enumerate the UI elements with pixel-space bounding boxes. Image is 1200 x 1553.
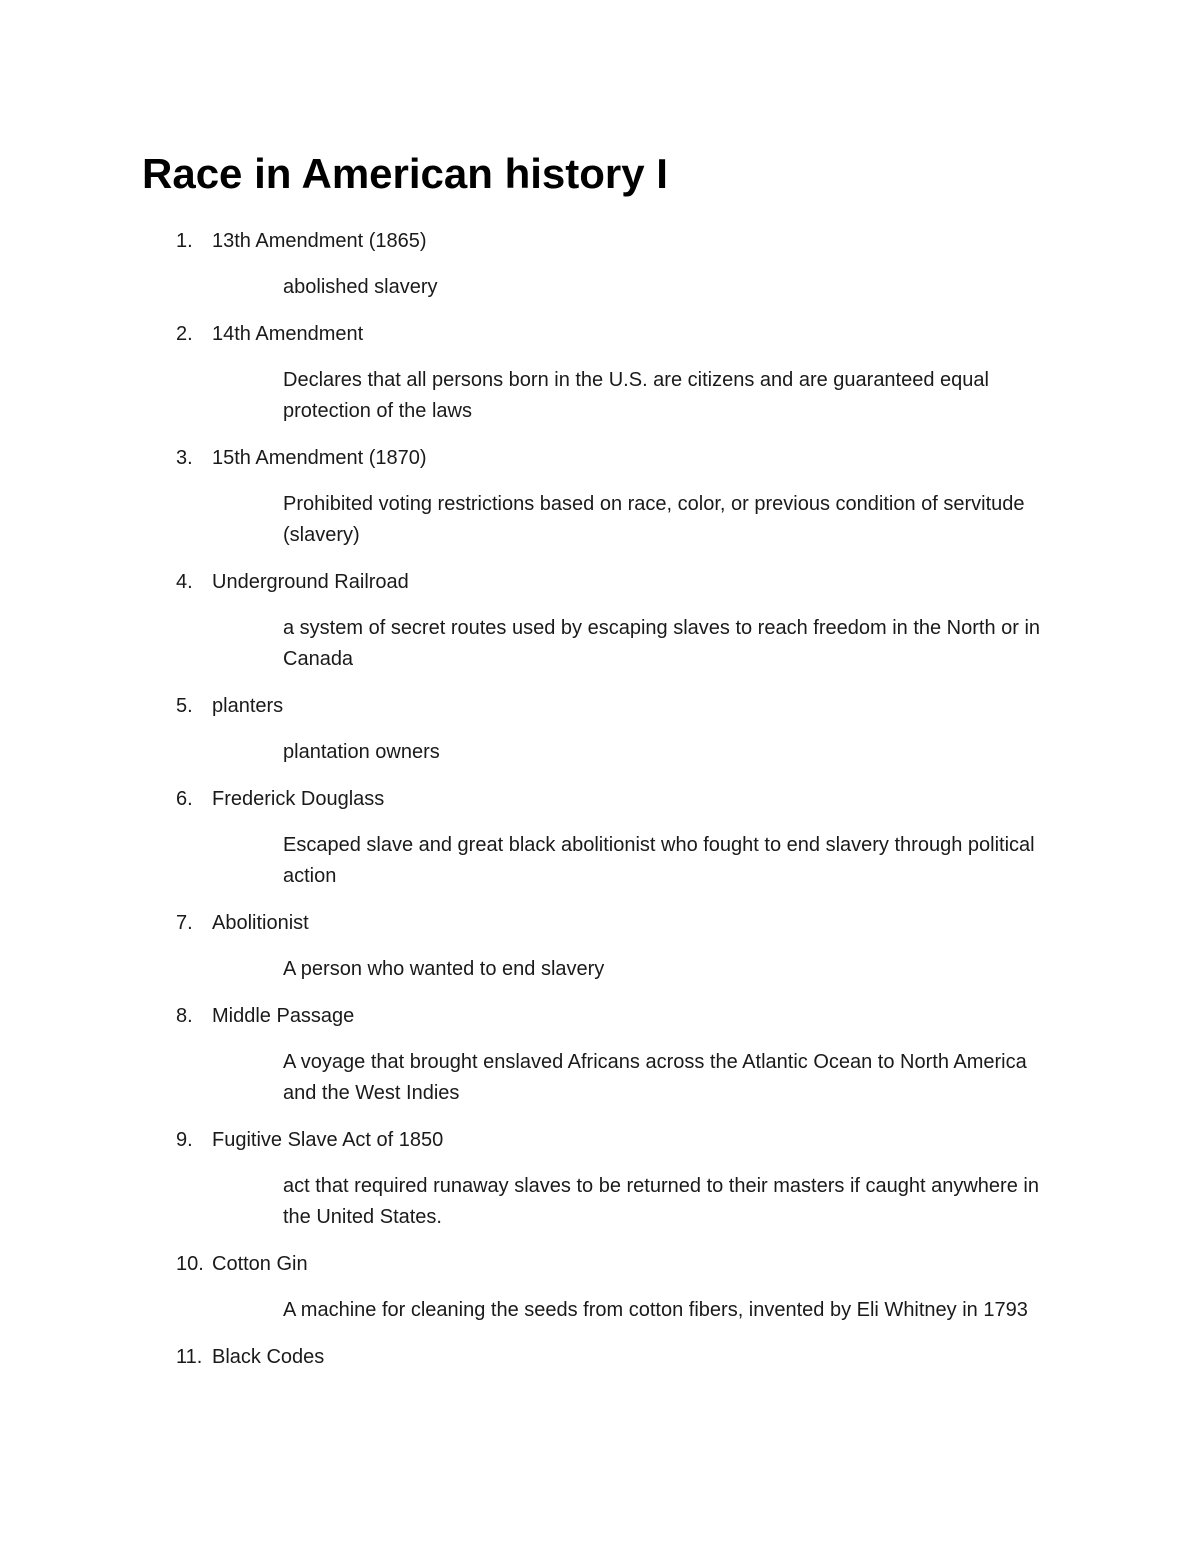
term-definition: A person who wanted to end slavery bbox=[283, 958, 605, 980]
term-definition: A machine for cleaning the seeds from cotton fibers, invented by Eli Whitney in 1793 bbox=[283, 1299, 1028, 1321]
term-item bbox=[0, 1342, 1200, 1372]
term-line bbox=[0, 1125, 1200, 1155]
term-name: Middle Passage bbox=[212, 1005, 355, 1027]
term-line bbox=[0, 908, 1200, 938]
term-item bbox=[0, 784, 1200, 892]
term-name: 15th Amendment (1870) bbox=[212, 447, 427, 469]
term-line bbox=[0, 1342, 1200, 1372]
term-definition: Escaped slave and great black abolitionist who fought to end slavery through political action bbox=[283, 834, 1035, 887]
term-list bbox=[0, 226, 1200, 1388]
term-number: 8. bbox=[176, 1005, 193, 1027]
term-item bbox=[0, 691, 1200, 768]
term-item bbox=[0, 319, 1200, 427]
document-title: Race in American history I bbox=[142, 150, 668, 197]
term-item bbox=[0, 443, 1200, 551]
term-line bbox=[0, 567, 1200, 597]
term-definition: act that required runaway slaves to be returned to their masters if caught anywhere in the United States. bbox=[283, 1175, 1039, 1228]
term-line bbox=[0, 1249, 1200, 1279]
term-number: 2. bbox=[176, 323, 193, 345]
term-item bbox=[0, 567, 1200, 675]
term-line bbox=[0, 784, 1200, 814]
term-line bbox=[0, 691, 1200, 721]
term-name: 14th Amendment bbox=[212, 323, 364, 345]
term-name: planters bbox=[212, 695, 284, 717]
term-name: Fugitive Slave Act of 1850 bbox=[212, 1129, 444, 1151]
term-definition: Prohibited voting restrictions based on race, color, or previous condition of servitude (slavery) bbox=[283, 493, 1025, 546]
term-line bbox=[0, 226, 1200, 256]
term-number: 1. bbox=[176, 230, 193, 252]
term-number: 11. bbox=[176, 1346, 203, 1368]
term-number: 3. bbox=[176, 447, 193, 469]
term-definition: A voyage that brought enslaved Africans across the Atlantic Ocean to North America and the West Indies bbox=[283, 1051, 1027, 1104]
term-name: Cotton Gin bbox=[212, 1253, 308, 1275]
term-item bbox=[0, 1125, 1200, 1233]
term-number: 5. bbox=[176, 695, 193, 717]
term-line bbox=[0, 1001, 1200, 1031]
term-item bbox=[0, 1249, 1200, 1326]
term-name: Underground Railroad bbox=[212, 571, 409, 593]
term-line bbox=[0, 319, 1200, 349]
term-definition: abolished slavery bbox=[283, 276, 438, 298]
term-name: 13th Amendment (1865) bbox=[212, 230, 427, 252]
term-definition: a system of secret routes used by escaping slaves to reach freedom in the North or in Canada bbox=[283, 617, 1041, 670]
term-number: 9. bbox=[176, 1129, 193, 1151]
term-item bbox=[0, 1001, 1200, 1109]
term-line bbox=[0, 443, 1200, 473]
term-number: 10. bbox=[176, 1253, 204, 1275]
term-item bbox=[0, 226, 1200, 303]
term-name: Black Codes bbox=[212, 1346, 325, 1368]
term-number: 4. bbox=[176, 571, 193, 593]
term-definition: plantation owners bbox=[283, 741, 440, 763]
term-name: Abolitionist bbox=[212, 912, 309, 934]
term-number: 6. bbox=[176, 788, 193, 810]
term-definition: Declares that all persons born in the U.S. are citizens and are guaranteed equal protection of the laws bbox=[283, 369, 989, 422]
term-item bbox=[0, 908, 1200, 985]
term-name: Frederick Douglass bbox=[212, 788, 385, 810]
term-number: 7. bbox=[176, 912, 193, 934]
